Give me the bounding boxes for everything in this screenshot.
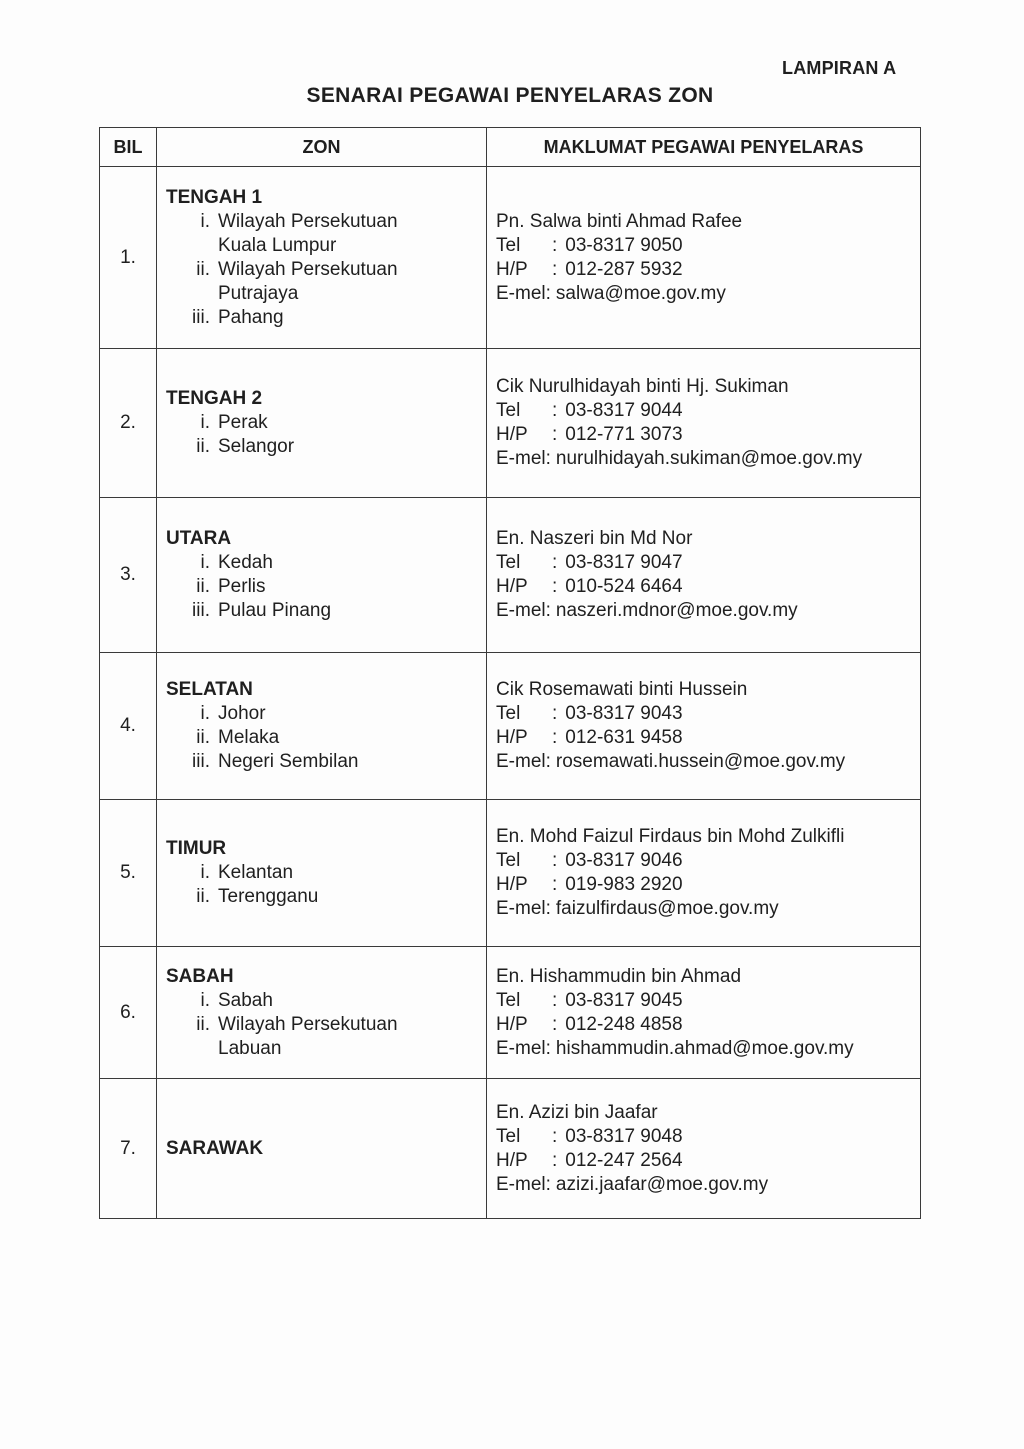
row-number: 5.	[100, 800, 157, 947]
officer-info-cell	[487, 800, 921, 947]
state-name: Pulau Pinang	[218, 600, 332, 621]
state-name: Negeri Sembilan	[218, 751, 359, 772]
state-name: Perlis	[218, 576, 266, 597]
officer-hp	[496, 258, 920, 282]
zone-name: UTARA	[166, 528, 232, 549]
officer-email-value: rosemawati.hussein@moe.gov.my	[555, 751, 846, 772]
officer-tel-separator: :	[552, 234, 558, 256]
state-number: ii.	[196, 1013, 210, 1035]
officer-hp	[496, 423, 920, 447]
officer-tel-separator: :	[552, 1125, 558, 1147]
officer-hp-value: 012-631 9458	[565, 727, 683, 748]
officer-email-value: faizulfirdaus@moe.gov.my	[555, 898, 779, 919]
officer-tel-label: Tel	[496, 552, 521, 573]
zone-cell	[157, 349, 487, 498]
state-item	[166, 702, 486, 726]
officer-email	[496, 750, 920, 774]
zone-cell	[157, 498, 487, 653]
state-list	[166, 702, 486, 774]
table-row	[100, 1079, 921, 1219]
state-name: Sabah	[218, 989, 273, 1011]
officer-hp-label: H/P	[496, 1149, 528, 1171]
officer-hp-value: 012-247 2564	[565, 1149, 683, 1171]
officer-tel	[496, 849, 920, 873]
attachment-label: LAMPIRAN A	[782, 58, 897, 78]
officer-name: Cik Rosemawati binti Hussein	[496, 679, 748, 700]
officer-tel-separator: :	[552, 703, 558, 724]
table-row	[100, 498, 921, 653]
officer-tel-value: 03-8317 9043	[565, 703, 683, 724]
row-number: 1.	[100, 167, 157, 349]
zone-name: SARAWAK	[166, 1137, 264, 1159]
officer-email	[496, 1173, 920, 1197]
officer-name: En. Azizi bin Jaafar	[496, 1101, 658, 1123]
officer-hp	[496, 873, 920, 897]
officer-email	[496, 599, 920, 623]
zone-cell	[157, 800, 487, 947]
state-list	[166, 551, 486, 623]
state-item	[166, 551, 486, 575]
officer-tel	[496, 234, 920, 258]
state-name: Pahang	[218, 306, 284, 328]
officer-email-value: hishammudin.ahmad@moe.gov.my	[555, 1037, 854, 1059]
officer-tel-label: Tel	[496, 400, 521, 421]
officer-tel-value: 03-8317 9048	[565, 1125, 683, 1147]
zone-cell	[157, 1079, 487, 1219]
table-row	[100, 167, 921, 349]
officer-hp	[496, 1149, 920, 1173]
officer-hp-separator: :	[552, 576, 558, 597]
officer-hp-value: 019-983 2920	[565, 874, 683, 895]
officer-tel	[496, 1125, 920, 1149]
column-header-zon: ZON	[157, 128, 487, 167]
officer-hp-value: 012-287 5932	[565, 258, 683, 280]
row-number: 3.	[100, 498, 157, 653]
officer-email-label: E-mel:	[496, 898, 551, 919]
officer-info-cell	[487, 167, 921, 349]
state-name: Perak	[218, 412, 268, 433]
zone-cell	[157, 653, 487, 800]
table-header-row	[100, 128, 921, 167]
officer-hp-label: H/P	[496, 1013, 528, 1035]
officer-tel-separator: :	[552, 850, 558, 871]
officer-email-value: azizi.jaafar@moe.gov.my	[555, 1173, 769, 1195]
officer-tel-value: 03-8317 9050	[565, 234, 683, 256]
officer-tel-label: Tel	[496, 703, 521, 724]
officer-tel-label: Tel	[496, 234, 521, 256]
state-number: i.	[200, 412, 210, 433]
state-name: Melaka	[218, 727, 280, 748]
row-number: 7.	[100, 1079, 157, 1219]
officer-hp	[496, 1013, 920, 1037]
officer-email-label: E-mel:	[496, 282, 551, 304]
state-number: i.	[200, 989, 210, 1011]
state-item	[166, 435, 486, 459]
state-list	[166, 989, 486, 1061]
state-item	[166, 411, 486, 435]
state-item	[166, 750, 486, 774]
officer-hp-separator: :	[552, 874, 558, 895]
table-row	[100, 800, 921, 947]
officer-tel-label: Tel	[496, 850, 521, 871]
state-number: iii.	[192, 600, 210, 621]
officer-hp-label: H/P	[496, 424, 528, 445]
officer-tel-separator: :	[552, 400, 558, 421]
officer-name: Cik Nurulhidayah binti Hj. Sukiman	[496, 376, 789, 397]
officer-info-cell	[487, 653, 921, 800]
officer-name: En. Naszeri bin Md Nor	[496, 528, 693, 549]
zone-name: SELATAN	[166, 679, 253, 700]
officer-tel-value: 03-8317 9046	[565, 850, 683, 871]
zone-name: TENGAH 1	[166, 186, 263, 208]
table-row	[100, 349, 921, 498]
state-name: Wilayah Persekutuan Putrajaya	[218, 258, 398, 304]
table-row	[100, 947, 921, 1079]
state-name: Kelantan	[218, 862, 294, 883]
column-header-maklumat: MAKLUMAT PEGAWAI PENYELARAS	[487, 128, 921, 167]
officer-name: En. Hishammudin bin Ahmad	[496, 965, 742, 987]
zone-name: TIMUR	[166, 838, 227, 859]
state-number: iii.	[192, 751, 210, 772]
state-name: Wilayah Persekutuan Labuan	[218, 1013, 398, 1059]
state-item	[166, 258, 486, 306]
officer-hp-value: 012-248 4858	[565, 1013, 683, 1035]
officer-email-label: E-mel:	[496, 448, 551, 469]
state-number: i.	[200, 862, 210, 883]
state-name: Kedah	[218, 552, 273, 573]
officer-hp-label: H/P	[496, 576, 528, 597]
officer-hp-separator: :	[552, 258, 558, 280]
officer-info-cell	[487, 947, 921, 1079]
officer-email-value: naszeri.mdnor@moe.gov.my	[555, 600, 798, 621]
officer-email-label: E-mel:	[496, 600, 551, 621]
officer-tel	[496, 399, 920, 423]
officer-email-label: E-mel:	[496, 1037, 551, 1059]
officer-email	[496, 897, 920, 921]
state-number: i.	[200, 552, 210, 573]
state-item	[166, 306, 486, 330]
officer-hp-value: 012-771 3073	[565, 424, 683, 445]
state-item	[166, 861, 486, 885]
officer-tel-label: Tel	[496, 989, 521, 1011]
page-title: SENARAI PEGAWAI PENYELARAS ZON	[306, 84, 714, 107]
officer-hp-separator: :	[552, 424, 558, 445]
officer-tel-separator: :	[552, 989, 558, 1011]
officer-hp-separator: :	[552, 1149, 558, 1171]
state-number: iii.	[192, 306, 210, 328]
row-number: 2.	[100, 349, 157, 498]
state-name: Terengganu	[218, 886, 319, 907]
state-item	[166, 599, 486, 623]
officer-info-cell	[487, 1079, 921, 1219]
officer-hp	[496, 575, 920, 599]
officer-email	[496, 282, 920, 306]
officer-tel	[496, 989, 920, 1013]
state-name: Selangor	[218, 436, 295, 457]
officer-tel-separator: :	[552, 552, 558, 573]
state-number: ii.	[196, 886, 210, 907]
officer-hp-value: 010-524 6464	[565, 576, 683, 597]
officer-email-value: salwa@moe.gov.my	[555, 282, 726, 304]
officer-tel-value: 03-8317 9045	[565, 989, 683, 1011]
coordinator-table	[99, 127, 921, 1219]
zone-cell	[157, 167, 487, 349]
state-item	[166, 989, 486, 1013]
state-number: i.	[200, 703, 210, 724]
zone-name: TENGAH 2	[166, 388, 263, 409]
state-number: ii.	[196, 576, 210, 597]
column-header-bil: BIL	[100, 128, 157, 167]
officer-tel-value: 03-8317 9047	[565, 552, 683, 573]
officer-info-cell	[487, 498, 921, 653]
officer-name: En. Mohd Faizul Firdaus bin Mohd Zulkifli	[496, 826, 845, 847]
officer-hp-label: H/P	[496, 258, 528, 280]
state-number: ii.	[196, 727, 210, 748]
row-number: 6.	[100, 947, 157, 1079]
state-item	[166, 726, 486, 750]
state-name: Wilayah Persekutuan Kuala Lumpur	[218, 210, 398, 256]
zone-name: SABAH	[166, 965, 234, 987]
officer-email-label: E-mel:	[496, 1173, 551, 1195]
state-item	[166, 210, 486, 258]
state-item	[166, 575, 486, 599]
officer-email-value: nurulhidayah.sukiman@moe.gov.my	[555, 448, 863, 469]
officer-tel	[496, 551, 920, 575]
officer-hp	[496, 726, 920, 750]
state-number: i.	[200, 210, 210, 232]
zone-cell	[157, 947, 487, 1079]
officer-tel-label: Tel	[496, 1125, 521, 1147]
officer-hp-label: H/P	[496, 874, 528, 895]
state-item	[166, 885, 486, 909]
state-list	[166, 210, 486, 330]
officer-tel	[496, 702, 920, 726]
state-list	[166, 411, 486, 459]
officer-email-label: E-mel:	[496, 751, 551, 772]
officer-name: Pn. Salwa binti Ahmad Rafee	[496, 210, 743, 232]
state-number: ii.	[196, 258, 210, 280]
officer-hp-separator: :	[552, 727, 558, 748]
officer-email	[496, 1037, 920, 1061]
table-row	[100, 653, 921, 800]
row-number: 4.	[100, 653, 157, 800]
officer-hp-separator: :	[552, 1013, 558, 1035]
state-number: ii.	[196, 436, 210, 457]
state-list	[166, 861, 486, 909]
officer-info-cell	[487, 349, 921, 498]
officer-email	[496, 447, 920, 471]
state-name: Johor	[218, 703, 266, 724]
state-item	[166, 1013, 486, 1061]
officer-tel-value: 03-8317 9044	[565, 400, 683, 421]
officer-hp-label: H/P	[496, 727, 528, 748]
